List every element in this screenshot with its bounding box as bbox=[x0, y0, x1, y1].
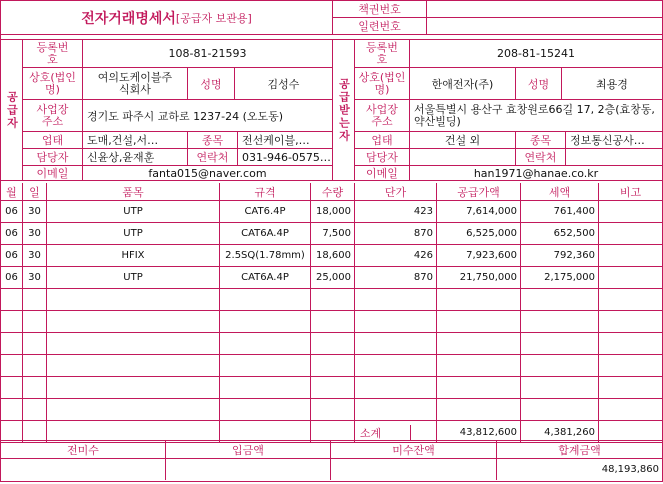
cell-item: HFIX bbox=[47, 245, 220, 267]
cell-supply-amount: 21,750,000 bbox=[437, 267, 521, 289]
cell-item: UTP bbox=[47, 267, 220, 289]
subtotal-spacer bbox=[1, 425, 331, 441]
cell-tax bbox=[521, 311, 599, 333]
cell-month bbox=[1, 311, 23, 333]
receiver-reg-no: 208-81-15241 bbox=[410, 40, 662, 68]
header-qty: 수량 bbox=[311, 183, 355, 201]
cell-item bbox=[47, 355, 220, 377]
cell-item bbox=[47, 289, 220, 311]
book-no-label: 책권번호 bbox=[333, 1, 427, 18]
document-title bbox=[1, 1, 333, 35]
receiver-biz-label: 업태 bbox=[355, 132, 410, 149]
total-value: 48,193,860 bbox=[601, 464, 659, 475]
cell-unit-price bbox=[355, 377, 437, 399]
receiver-rep: 최용경 bbox=[562, 68, 662, 100]
cell-tax bbox=[521, 289, 599, 311]
cell-unit-price: 870 bbox=[355, 267, 437, 289]
book-no-value bbox=[427, 1, 662, 18]
cell-tax bbox=[521, 377, 599, 399]
cell-spec bbox=[220, 311, 311, 333]
receiver-item-label: 종목 bbox=[516, 132, 566, 149]
cell-item bbox=[47, 311, 220, 333]
cell-unit-price bbox=[355, 355, 437, 377]
cell-tax bbox=[521, 399, 599, 421]
cell-item bbox=[47, 399, 220, 421]
receiver-reg-label: 등록번호 bbox=[355, 40, 410, 68]
cell-note bbox=[599, 245, 662, 267]
unpaid-prev-label: 전미수 bbox=[1, 441, 166, 459]
supplier-biz: 도매,건설,서… bbox=[83, 132, 188, 149]
cell-day: 30 bbox=[23, 223, 47, 245]
receiver-name-label: 상호(법인명) bbox=[355, 68, 410, 100]
cell-note bbox=[599, 201, 662, 223]
cell-tax bbox=[521, 333, 599, 355]
unpaid-balance-label: 미수잔액 bbox=[331, 441, 497, 459]
receiver-name: 한애전자(주) bbox=[410, 68, 516, 100]
serial-no-value bbox=[427, 18, 662, 35]
receiver-addr-label: 사업장주소 bbox=[355, 100, 410, 132]
supplier-reg-no: 108-81-21593 bbox=[83, 40, 333, 68]
cell-note bbox=[599, 355, 662, 377]
cell-note bbox=[599, 223, 662, 245]
cell-item bbox=[47, 377, 220, 399]
subtotal-note bbox=[599, 425, 662, 441]
cell-month bbox=[1, 355, 23, 377]
cell-month: 06 bbox=[1, 267, 23, 289]
cell-qty bbox=[311, 289, 355, 311]
cell-month: 06 bbox=[1, 223, 23, 245]
cell-tax: 792,360 bbox=[521, 245, 599, 267]
cell-spec bbox=[220, 333, 311, 355]
cell-qty: 18,600 bbox=[311, 245, 355, 267]
header-tax: 세액 bbox=[521, 183, 599, 201]
cell-qty: 18,000 bbox=[311, 201, 355, 223]
total-label: 합계금액 bbox=[497, 441, 662, 459]
deposit-value bbox=[166, 459, 331, 480]
cell-supply-amount: 6,525,000 bbox=[437, 223, 521, 245]
receiver-tel bbox=[566, 149, 662, 166]
cell-tax: 652,500 bbox=[521, 223, 599, 245]
cell-day bbox=[23, 311, 47, 333]
cell-item: UTP bbox=[47, 201, 220, 223]
header-month: 월 bbox=[1, 183, 23, 201]
supplier-item-label: 종목 bbox=[188, 132, 238, 149]
cell-unit-price bbox=[355, 289, 437, 311]
cell-qty bbox=[311, 377, 355, 399]
cell-spec bbox=[220, 377, 311, 399]
cell-day bbox=[23, 399, 47, 421]
supplier-reg-label: 등록번호 bbox=[23, 40, 83, 68]
cell-item bbox=[47, 333, 220, 355]
cell-day bbox=[23, 355, 47, 377]
header-supply-amount: 공급가액 bbox=[437, 183, 521, 201]
cell-spec bbox=[220, 355, 311, 377]
supplier-tel: 031-946-0575… bbox=[238, 149, 333, 166]
subtotal-label: 소계 bbox=[331, 425, 411, 441]
receiver-email: han1971@hanae.co.kr bbox=[410, 166, 662, 181]
cell-month bbox=[1, 377, 23, 399]
cell-note bbox=[599, 399, 662, 421]
cell-spec bbox=[220, 289, 311, 311]
cell-note bbox=[599, 267, 662, 289]
receiver-mgr bbox=[410, 149, 516, 166]
cell-month bbox=[1, 399, 23, 421]
supplier-biz-label: 업태 bbox=[23, 132, 83, 149]
cell-day: 30 bbox=[23, 201, 47, 223]
cell-note bbox=[599, 311, 662, 333]
cell-month bbox=[1, 289, 23, 311]
cell-supply-amount bbox=[437, 289, 521, 311]
subtotal-tax: 4,381,260 bbox=[521, 425, 599, 441]
cell-spec bbox=[220, 399, 311, 421]
cell-tax: 2,175,000 bbox=[521, 267, 599, 289]
receiver-email-label: 이메일 bbox=[355, 166, 410, 181]
title-text: 전자거래명세서 bbox=[81, 10, 176, 27]
supplier-addr-label: 사업장주소 bbox=[23, 100, 83, 132]
cell-note bbox=[599, 377, 662, 399]
unpaid-prev-value bbox=[1, 459, 166, 480]
cell-note bbox=[599, 333, 662, 355]
cell-spec: CAT6A.4P bbox=[220, 267, 311, 289]
supplier-addr: 경기도 파주시 교하로 1237-24 (오도동) bbox=[83, 100, 333, 132]
cell-supply-amount: 7,923,600 bbox=[437, 245, 521, 267]
cell-unit-price bbox=[355, 311, 437, 333]
unpaid-balance-value bbox=[331, 459, 497, 480]
cell-day bbox=[23, 377, 47, 399]
cell-qty: 7,500 bbox=[311, 223, 355, 245]
supplier-mgr-label: 담당자 bbox=[23, 149, 83, 166]
receiver-tel-label: 연락처 bbox=[516, 149, 566, 166]
cell-qty bbox=[311, 311, 355, 333]
cell-day: 30 bbox=[23, 267, 47, 289]
cell-spec: CAT6.4P bbox=[220, 201, 311, 223]
supplier-tel-label: 연락처 bbox=[188, 149, 238, 166]
cell-unit-price bbox=[355, 399, 437, 421]
receiver-rep-label: 성명 bbox=[516, 68, 562, 100]
deposit-label: 입금액 bbox=[166, 441, 331, 459]
cell-unit-price bbox=[355, 333, 437, 355]
receiver-side-label: 공급받는자 bbox=[333, 40, 355, 181]
cell-day bbox=[23, 333, 47, 355]
supplier-rep: 김성수 bbox=[235, 68, 333, 100]
header-unit-price: 단가 bbox=[355, 183, 437, 201]
supplier-email-label: 이메일 bbox=[23, 166, 83, 181]
receiver-item: 정보통신공사… bbox=[566, 132, 662, 149]
cell-spec: 2.5SQ(1.78mm) bbox=[220, 245, 311, 267]
subtotal-supply: 43,812,600 bbox=[411, 425, 521, 441]
supplier-name-label: 상호(법인명) bbox=[23, 68, 83, 100]
cell-unit-price: 426 bbox=[355, 245, 437, 267]
cell-note bbox=[599, 289, 662, 311]
cell-supply-amount bbox=[437, 333, 521, 355]
header-spec: 규격 bbox=[220, 183, 311, 201]
cell-qty bbox=[311, 355, 355, 377]
cell-day: 30 bbox=[23, 245, 47, 267]
receiver-biz: 건설 외 bbox=[410, 132, 516, 149]
cell-qty: 25,000 bbox=[311, 267, 355, 289]
cell-supply-amount bbox=[437, 377, 521, 399]
cell-qty bbox=[311, 333, 355, 355]
cell-supply-amount: 7,614,000 bbox=[437, 201, 521, 223]
cell-tax bbox=[521, 355, 599, 377]
cell-supply-amount bbox=[437, 355, 521, 377]
supplier-rep-label: 성명 bbox=[188, 68, 235, 100]
receiver-mgr-label: 담당자 bbox=[355, 149, 410, 166]
supplier-side-label: 공급자 bbox=[1, 40, 23, 181]
cell-item: UTP bbox=[47, 223, 220, 245]
cell-spec: CAT6A.4P bbox=[220, 223, 311, 245]
cell-month: 06 bbox=[1, 201, 23, 223]
cell-supply-amount bbox=[437, 399, 521, 421]
cell-qty bbox=[311, 399, 355, 421]
supplier-name: 여의도케이블주식회사 bbox=[83, 68, 188, 100]
supplier-mgr: 신윤상,윤재훈 bbox=[83, 149, 188, 166]
serial-no-label: 일련번호 bbox=[333, 18, 427, 35]
cell-month bbox=[1, 333, 23, 355]
supplier-item: 전선케이블,… bbox=[238, 132, 333, 149]
header-note: 비고 bbox=[599, 183, 662, 201]
receiver-addr: 서울특별시 용산구 효창원로66길 17, 2층(효창동,약산빌딩) bbox=[410, 100, 662, 132]
header-day: 일 bbox=[23, 183, 47, 201]
cell-supply-amount bbox=[437, 311, 521, 333]
copy-label: [공급자 보관용] bbox=[175, 11, 252, 25]
header-item: 품목 bbox=[47, 183, 220, 201]
supplier-email: fanta015@naver.com bbox=[83, 166, 333, 181]
cell-day bbox=[23, 289, 47, 311]
cell-month: 06 bbox=[1, 245, 23, 267]
cell-tax: 761,400 bbox=[521, 201, 599, 223]
cell-unit-price: 423 bbox=[355, 201, 437, 223]
cell-unit-price: 870 bbox=[355, 223, 437, 245]
